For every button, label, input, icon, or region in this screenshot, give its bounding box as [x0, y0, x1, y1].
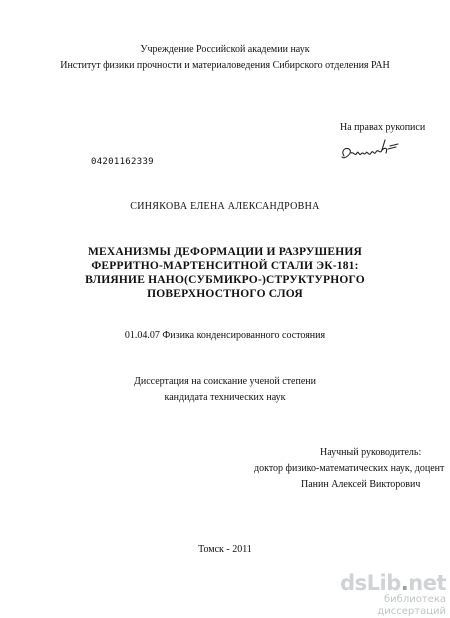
title-line: ФЕРРИТНО-МАРТЕНСИТНОЙ СТАЛИ ЭК-181:: [91, 260, 359, 272]
handwritten-signature: [338, 136, 404, 171]
supervisor-degree: доктор физико-математических наук, доцент: [254, 463, 445, 474]
institute-name: Институт физики прочности и материаловедения Сибирского отделения РАН: [60, 60, 390, 71]
degree-sought: кандидата технических наук: [164, 392, 286, 403]
supervisor-name: Панин Алексей Викторович: [301, 479, 421, 490]
title-line: МЕХАНИЗМЫ ДЕФОРМАЦИИ И РАЗРУШЕНИЯ: [87, 246, 363, 258]
author-name: СИНЯКОВА ЕЛЕНА АЛЕКСАНДРОВНА: [130, 201, 320, 212]
place-and-year: Томск - 2011: [198, 544, 252, 555]
registration-number: 04201162339: [91, 157, 154, 167]
supervisor-label: Научный руководитель:: [320, 447, 422, 458]
specialty-code: 01.04.07 Физика конденсированного состояния: [124, 330, 326, 341]
institution-name: Учреждение Российской академии наук: [140, 44, 310, 55]
dissertation-type: Диссертация на соискание ученой степени: [134, 376, 316, 387]
watermark-logo: dsLib.net: [340, 571, 446, 595]
watermark-subtitle: библиотека диссертаций: [377, 594, 446, 617]
title-line: ВЛИЯНИЕ НАНО(СУБМИКРО-)СТРУКТУРНОГО: [85, 274, 365, 286]
dslib-watermark: [320, 572, 446, 618]
dissertation-title: [0, 245, 450, 301]
manuscript-note: На правах рукописи: [340, 122, 426, 133]
title-line: ПОВЕРХНОСТНОГО СЛОЯ: [147, 288, 303, 300]
